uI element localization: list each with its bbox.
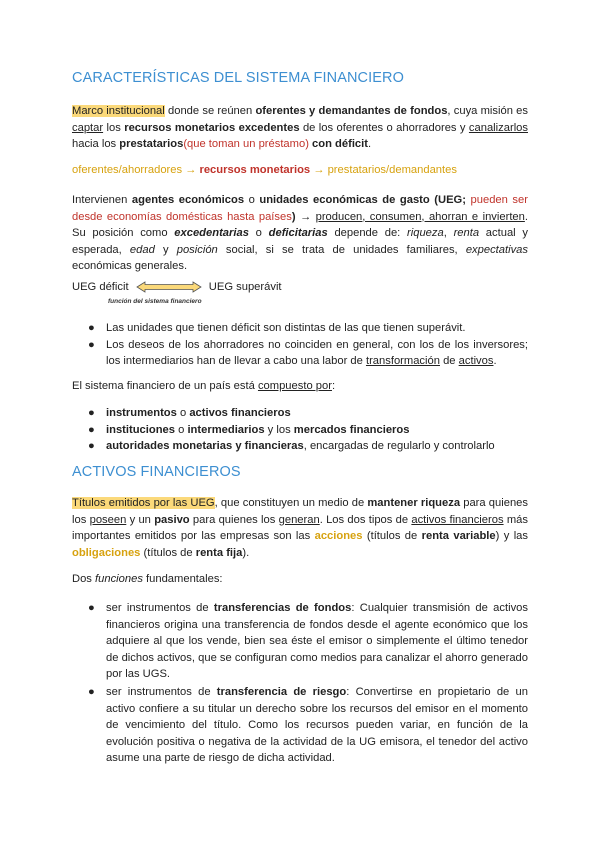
bold-text: intermediarios bbox=[187, 423, 265, 436]
bullet-dot: ● bbox=[88, 322, 95, 334]
list-item bbox=[72, 405, 528, 422]
bullet-dot: ● bbox=[88, 423, 95, 436]
bullet-list-funcion-2 bbox=[72, 684, 528, 767]
text: o bbox=[175, 423, 188, 436]
text: . Los dos tipos de bbox=[319, 513, 412, 526]
bold-text: agentes económicos bbox=[131, 194, 245, 206]
bold-text: instituciones bbox=[106, 423, 175, 436]
text: , bbox=[443, 227, 454, 240]
bold-text: mantener riqueza bbox=[367, 497, 461, 509]
text: ) y las bbox=[495, 530, 528, 543]
bold-text: unidades económicas de gasto bbox=[259, 194, 430, 206]
text: Dos bbox=[72, 573, 96, 585]
underlined-text: activos bbox=[458, 355, 494, 368]
ueg-superavit-label: UEG superávit bbox=[208, 281, 282, 293]
bullet-dot: ● bbox=[88, 440, 95, 453]
underlined-text: canalizarlos bbox=[468, 121, 528, 134]
text: o bbox=[244, 194, 260, 206]
text: Intervienen bbox=[72, 194, 132, 206]
paragraph-intervienen bbox=[72, 192, 528, 275]
text: , cuya misión es bbox=[447, 105, 528, 117]
bullet-dot: ● bbox=[88, 602, 95, 614]
bold-text: transferencias de fondos bbox=[213, 602, 352, 614]
orange-bold-text: acciones bbox=[314, 530, 363, 543]
text: de los oferentes o ahorradores y bbox=[299, 121, 469, 134]
bold-text: ) → bbox=[291, 210, 316, 223]
bold-italic-text: excedentarias bbox=[174, 227, 249, 240]
text: : Convertirse en propietario de un activo confiere a su titular un derecho sobre los recursos del emisor en el momento de vencimiento del título. Como los recursos pueden variar, en función de la evolución positiva o negativa de la actividad de la UG emisora, el tenedor del activo asume una parte de riesgo de dicha actividad. bbox=[106, 686, 528, 765]
text: (títulos de bbox=[362, 530, 422, 543]
text: o bbox=[176, 407, 190, 419]
italic-text: riqueza bbox=[407, 227, 444, 240]
underlined-text: producen, consumen, ahorran e invierten bbox=[315, 210, 525, 223]
text: : Cualquier transmisión de activos financieros origina una transferencia de fondos desde el agente económico que los adquiere al que los vende, bien sea éste el emisor o simplemente el último tenedor de dichos activos, que se configuran como medios para canalizar el ahorro generado por las UGS. bbox=[106, 602, 528, 681]
flow-line bbox=[72, 162, 528, 179]
underlined-text: activos financieros bbox=[411, 513, 504, 526]
text: fundamentales: bbox=[142, 573, 223, 585]
italic-text: renta bbox=[453, 227, 480, 240]
text: y bbox=[154, 243, 177, 256]
text: ser instrumentos de bbox=[106, 602, 214, 614]
bold-text: renta fija bbox=[195, 546, 243, 559]
text: oferentes/ahorradores → bbox=[72, 164, 200, 176]
list-item bbox=[72, 422, 528, 439]
text: para quienes los bbox=[189, 513, 279, 526]
list-item bbox=[72, 320, 528, 337]
text: actual y esperada, bbox=[72, 227, 528, 256]
text: → prestatarios/demandantes bbox=[310, 164, 457, 176]
text: para quienes los bbox=[72, 497, 528, 526]
paragraph-compuesto bbox=[72, 378, 528, 395]
bold-text: pasivo bbox=[154, 513, 190, 526]
arrow-caption: función del sistema financiero bbox=[108, 298, 202, 305]
bold-italic-text: deficitarias bbox=[268, 227, 328, 240]
text: . bbox=[368, 138, 372, 151]
text: hacia los bbox=[72, 138, 120, 151]
text: ser instrumentos de bbox=[106, 686, 217, 698]
text: . Su posición como bbox=[72, 210, 528, 240]
bold-text: con déficit bbox=[308, 138, 368, 151]
paragraph-titulos bbox=[72, 495, 528, 561]
underlined-text: poseen bbox=[89, 513, 127, 526]
bold-text: recursos monetarios bbox=[199, 164, 311, 176]
text: o bbox=[248, 227, 269, 240]
text: de bbox=[439, 355, 459, 368]
double-arrow-icon bbox=[136, 281, 202, 293]
text: (títulos de bbox=[140, 546, 196, 559]
bullet-dot: ● bbox=[88, 407, 95, 419]
text: más importantes emitidos por las empresas son las bbox=[72, 513, 528, 543]
bold-text: mercados financieros bbox=[293, 423, 410, 436]
text: depende de: bbox=[327, 227, 408, 240]
text: Las unidades que tienen déficit son distintas de las que tienen superávit. bbox=[106, 322, 466, 334]
bullet-dot: ● bbox=[88, 338, 95, 351]
text: , encargadas de regularlo y controlarlo bbox=[303, 440, 495, 453]
ueg-relation bbox=[72, 279, 282, 295]
bold-text: (UEG; bbox=[429, 194, 471, 206]
text: los bbox=[103, 121, 125, 134]
paragraph-marco-institucional bbox=[72, 103, 528, 153]
text: y los bbox=[264, 423, 294, 436]
list-item bbox=[72, 438, 528, 455]
underlined-text: transformación bbox=[365, 355, 440, 368]
text: social, si se trata de unidades familiares, bbox=[217, 243, 466, 256]
bold-text: instrumentos bbox=[106, 407, 177, 419]
text: : bbox=[331, 380, 336, 392]
list-item bbox=[72, 337, 528, 370]
text: , que constituyen un medio de bbox=[214, 497, 368, 509]
list-item bbox=[72, 600, 528, 683]
highlight-text: Títulos emitidos por las UEG bbox=[72, 497, 215, 509]
text: Los deseos de los ahorradores no coinciden en general, con los de los inversores; los intermediarios han de llevar a cabo una labor de bbox=[106, 338, 528, 368]
italic-text: expectativas bbox=[465, 243, 528, 256]
orange-bold-text: obligaciones bbox=[72, 546, 141, 559]
bullet-dot: ● bbox=[88, 686, 95, 698]
text: . bbox=[493, 355, 497, 368]
bold-text: transferencia de riesgo bbox=[216, 686, 347, 698]
text: El sistema financiero de un país está bbox=[72, 380, 258, 392]
ueg-deficit-label: UEG déficit bbox=[72, 281, 129, 293]
bold-text: activos financieros bbox=[189, 407, 291, 419]
italic-text: funciones bbox=[95, 573, 143, 585]
red-text: pueden ser desde economías domésticas hasta países bbox=[72, 194, 528, 223]
bold-text: autoridades monetarias y financieras bbox=[106, 440, 304, 453]
text: donde se reúnen bbox=[164, 105, 256, 117]
section-title-sistema-financiero: CARACTERÍSTICAS DEL SISTEMA FINANCIERO bbox=[72, 70, 404, 86]
paragraph-funciones bbox=[72, 571, 528, 588]
underlined-text: captar bbox=[72, 121, 104, 134]
bullet-list-componentes bbox=[72, 405, 528, 455]
bold-text: prestatarios bbox=[119, 138, 184, 151]
italic-text: posición bbox=[176, 243, 218, 256]
red-text: (que toman un préstamo) bbox=[183, 138, 309, 151]
text: económicas generales. bbox=[72, 260, 188, 273]
bullet-list-ueg bbox=[72, 320, 528, 370]
underlined-text: compuesto por bbox=[257, 380, 332, 392]
italic-text: edad bbox=[129, 243, 155, 256]
section-title-activos-financieros: ACTIVOS FINANCIEROS bbox=[72, 464, 241, 480]
highlight-text: Marco institucional bbox=[72, 105, 165, 117]
text: ). bbox=[242, 546, 250, 559]
list-item bbox=[72, 684, 528, 767]
bold-text: renta variable bbox=[421, 530, 496, 543]
text: y un bbox=[126, 513, 155, 526]
bold-text: recursos monetarios excedentes bbox=[124, 121, 300, 134]
bullet-list-funcion-1 bbox=[72, 600, 528, 683]
bold-text: oferentes y demandantes de fondos bbox=[255, 105, 448, 117]
underlined-text: generan bbox=[278, 513, 320, 526]
